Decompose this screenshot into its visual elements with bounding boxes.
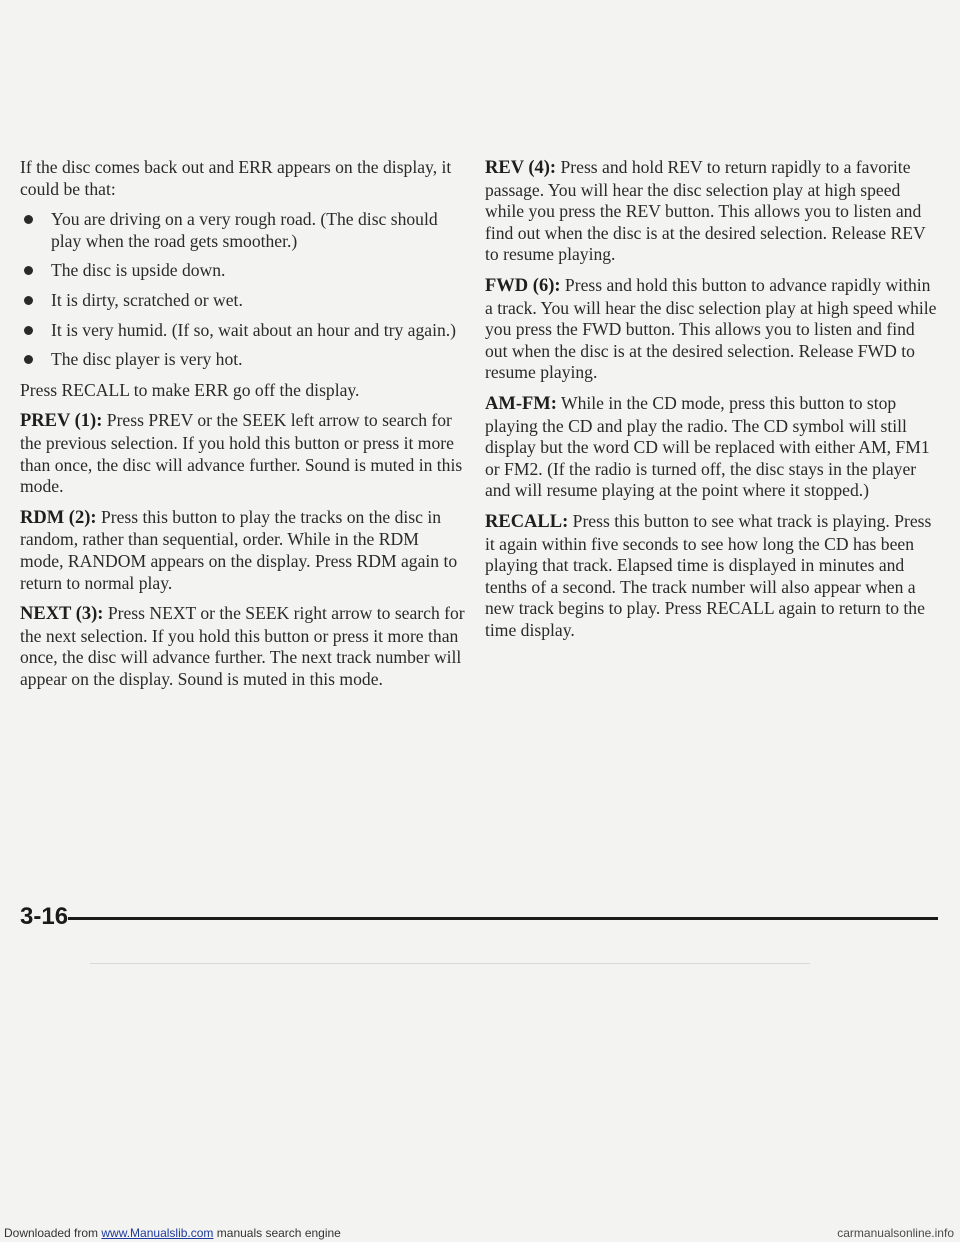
manualslib-link[interactable]: www.Manualslib.com bbox=[101, 1226, 214, 1240]
recall-term: RECALL: bbox=[485, 511, 569, 532]
page-number: 3-16 bbox=[20, 903, 69, 930]
rdm-paragraph: RDM (2): Press this button to play the tracks on the disc in random, rather than sequential, order. While in the RDM mode, RANDOM appears on the display. Press RDM again to return to normal play. bbox=[20, 506, 458, 593]
next-paragraph: NEXT (3): Press NEXT or the SEEK right arrow to search for the next selection. If you hold this button or press it more than once, the disc will advance further. The next track number will appear on the display. Sound is muted in this mode. bbox=[20, 603, 465, 689]
fwd-paragraph: FWD (6): Press and hold this button to advance rapidly within a track. You will hear the disc selection play at high speed while you press the FWD button. This allows you to listen and find out when the disc is at the desired selection. Release FWD to resume playing. bbox=[485, 274, 937, 383]
watermark-text: carmanualsonline.info bbox=[837, 1226, 954, 1240]
rev-term: REV (4): bbox=[485, 158, 557, 178]
download-banner bbox=[0, 1225, 960, 1242]
list-item: It is very humid. (If so, wait about an hour and try again.) bbox=[20, 320, 465, 342]
list-item: The disc is upside down. bbox=[20, 260, 465, 282]
prev-paragraph: PREV (1): Press PREV or the SEEK left arrow to search for the previous selection. If you hold this button or press it more than once, the disc will advance further. Sound is muted in this mode. bbox=[20, 410, 463, 497]
rev-paragraph: REV (4): Press and hold REV to return rapidly to a favorite passage. You will hear the disc selection play at high speed while you press the REV button. This allows you to listen and find out when the disc is at the desired selection. Release REV to resume playing. bbox=[485, 157, 926, 265]
prev-term: PREV (1): bbox=[20, 411, 103, 432]
err-cause-list bbox=[20, 209, 465, 371]
bullet-icon bbox=[24, 296, 33, 305]
amfm-paragraph: AM-FM: While in the CD mode, press this button to stop playing the CD and play the radio. The CD symbol will still display but the word CD will be replaced with either AM, FM1 or FM2. (If the radio is turned off, the disc stays in the player and will resume playing at the point where it stopped.) bbox=[485, 392, 930, 501]
left-column bbox=[20, 157, 465, 699]
right-column bbox=[485, 157, 937, 650]
banner-source: Downloaded from www.Manualslib.com manuals search engine bbox=[4, 1226, 341, 1240]
recall-paragraph: RECALL: Press this button to see what track is playing. Press it again within five seconds to see how long the CD has been playing that track. Elapsed time is displayed in minutes and tenths of a second. The track number will also appear when a new track begins to play. Press RECALL again to return to the time display. bbox=[485, 510, 932, 640]
err-intro: If the disc comes back out and ERR appears on the display, it could be that: bbox=[20, 157, 452, 199]
fwd-term: FWD (6): bbox=[485, 275, 561, 296]
footer-divider bbox=[68, 917, 938, 920]
bullet-icon bbox=[24, 326, 33, 335]
list-item: You are driving on a very rough road. (The disc should play when the road gets smoother.) bbox=[20, 209, 465, 252]
rdm-term: RDM (2): bbox=[20, 507, 97, 528]
list-item: The disc player is very hot. bbox=[20, 349, 465, 371]
bullet-icon bbox=[24, 355, 33, 364]
bullet-icon bbox=[24, 266, 33, 275]
list-item: It is dirty, scratched or wet. bbox=[20, 290, 465, 312]
bullet-icon bbox=[24, 215, 33, 224]
amfm-term: AM-FM: bbox=[485, 393, 557, 414]
next-term: NEXT (3): bbox=[20, 604, 104, 625]
recall-err-note: Press RECALL to make ERR go off the display. bbox=[20, 379, 360, 400]
scan-line-divider bbox=[90, 963, 810, 964]
